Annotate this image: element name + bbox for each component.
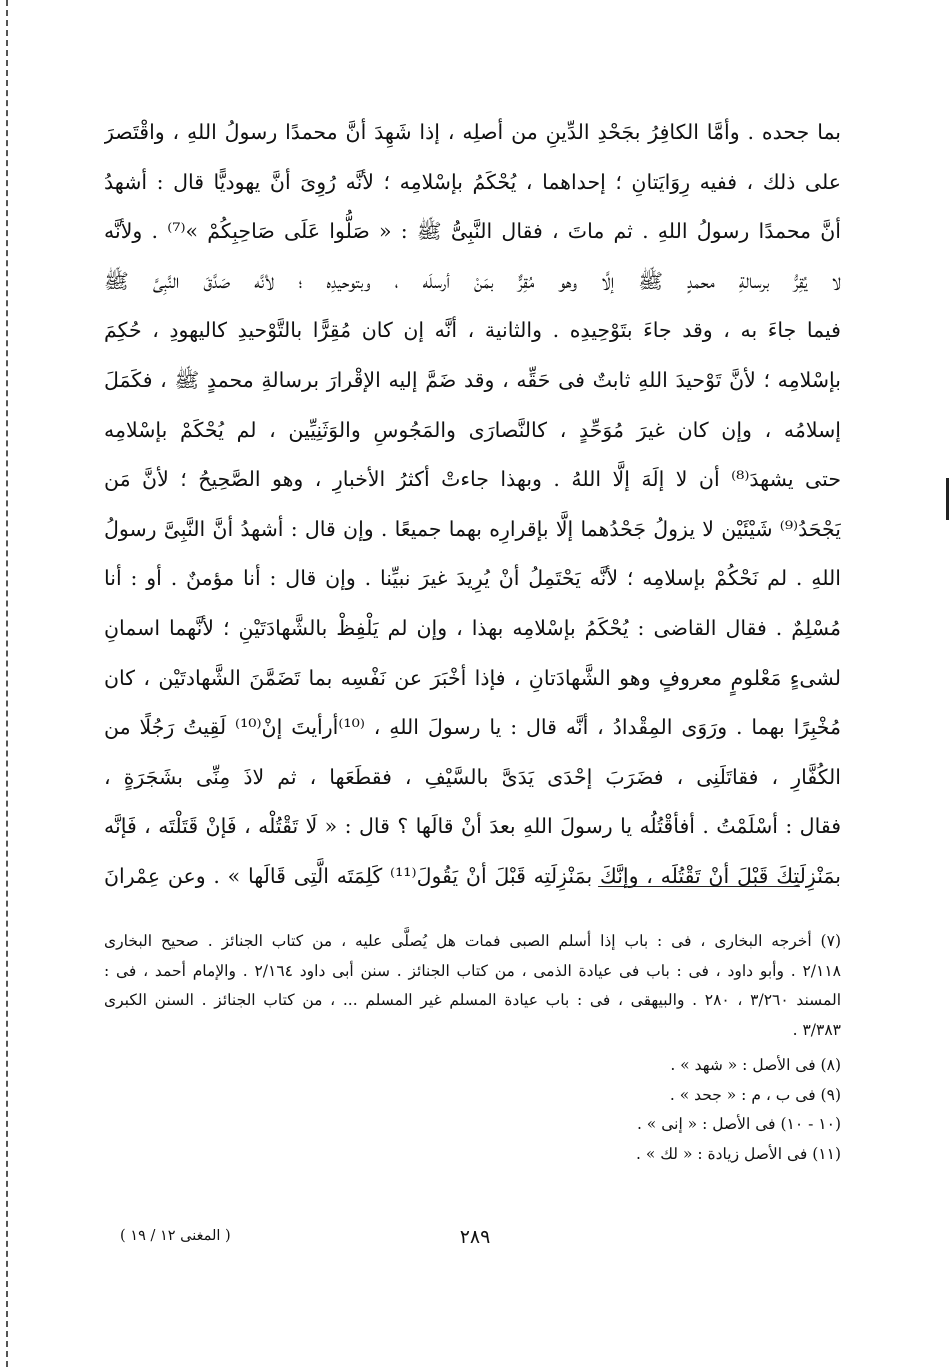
footnote-7-line: ٢/١١٨ . وأبو داود ، فى : باب فى عيادة الذمى ، من كتاب الجنائز . سنن أبى داود ٢/١٦٤ . والإمام أحمد ، فى :	[104, 961, 841, 980]
text-line: يَجْحَدُ⁽⁹⁾ شَيْئَيْن لا يزولُ جَحْدُهما إلَّا بإقرارِه بهما جميعًا . وإن قال : أشهدُ أنَّ النَّبِىَّ رسولُ	[104, 516, 841, 541]
text-line: إسلامُه ، وإن كان غيرَ مُوَحِّدٍ ، كالنَّصارَى والمَجُوسِ والوَثَنِيِّين ، لم يُحْكَمْ بإسْلامِه	[104, 417, 841, 442]
main-text	[104, 108, 841, 902]
footnote-7-line: ٣/٣٨٣ .	[792, 1020, 841, 1039]
left-margin-line	[6, 0, 8, 1367]
running-reference: ( المغنى ١٢ / ١٩ )	[120, 1228, 231, 1244]
page-number: ٢٨٩	[459, 1226, 491, 1248]
text-line: لا يُقِرُّ برسالةِ محمدٍ ﷺ إلَّا وهو مُقِرٌّ بمَنْ أرسلَه ، وبتوحيدِه ؛ لأنَّه صَدَّقَ النَّبِىَّ ﷺ	[104, 268, 841, 293]
text-line: لشىءٍ مَعْلومٍ معروفٍ وهو الشَّهادَتانِ ، فإذا أخْبَرَ عن نَفْسِه بما تَضَمَّنَ الشَّهادتَيْن ، كان	[104, 665, 841, 690]
text-line: بإسْلامِه ؛ لأنَّ تَوْحيدَ اللهِ ثابتٌ فى حَقِّه ، وقد ضَمَّ إليه الإقْرارَ برسالةِ محمدٍ ﷺ ، فكَمَلَ	[104, 367, 841, 392]
text-line: اللهِ . لم نَحْكُمْ بإسلامِه ؛ لأنَّه يَحْتَمِلُ أنْ يُرِيدَ غيرَ نبيِّنا . وإن قال : أنا مؤمنٌ . أو : أنا	[104, 566, 841, 591]
footnote-separator	[598, 886, 800, 887]
footnote-8: (٨) فى الأصل : « شهد » .	[670, 1056, 841, 1074]
text-line: فقال : أسْلَمْتُ . أفأقْتُلُه يا رسولَ اللهِ بعدَ أنْ قالَها ؟ قال : « لَا تَقْتُلْه ، فَإنْ قَتَلْتَه ، فَإنَّه	[104, 814, 841, 839]
text-line: مُسْلِمٌ . فقال القاضى : يُحْكَمُ بإسْلامِه بهذا ، وإن لم يَلْفِظْ بالشَّهادَتَيْنِ ؛ لأنَّهما اسمانِ	[104, 615, 841, 640]
footnote-9: (٩) فى ب ، م : « جحد » .	[669, 1085, 841, 1104]
text-line: حتى يشهدَ⁽⁸⁾ أن لا إلَهَ إلَّا اللهُ . وبهذا جاءتْ أكثرُ الأخبارِ ، وهو الصَّحِيحُ ؛ لأنَّ مَن	[104, 467, 841, 492]
text-line: على ذلك ، ففيه رِوَايَتانِ ؛ إحداهما ، يُحْكَمُ بإسْلامِه ؛ لأنَّه رُوِىَ أنَّ يهوديًّا قال : أشهدُ	[104, 169, 841, 194]
footnote-7-line: (٧) أخرجه البخارى ، فى : باب إذا أسلم الصبى فمات هل يُصلَّى عليه ، من كتاب الجنائز . صحيح البخارى	[104, 932, 841, 950]
text-line: فيما جاءَ به ، وقد جاءَ بتَوْحِيدِه . والثانية ، أنَّه إن كان مُقِرًّا بالتَّوْحيدِ كاليهودِ ، حُكِمَ	[104, 318, 841, 343]
text-line: بمَنْزِلَتِكَ قَبْلَ أنْ تَقْتُلَه ، وإنَّكَ بمَنْزِلَتِه قَبْلَ أنْ يَقُولَ⁽¹¹⁾ كَلِمَتَه الَّتِى قَالَها » . وعن عِمْرانَ	[104, 863, 841, 888]
footnote-7-line: المسند ٣/٢٦٠ ، ٢٨٠ . والبيهقى ، فى : باب عيادة المسلم غير المسلم ... ، من كتاب الجنائز . السنن الكبرى	[104, 991, 841, 1009]
text-line: بما جحده . وأمَّا الكافِرُ بجَحْدِ الدِّينِ من أصلِه ، إذا شَهِدَ أنَّ محمدًا رسولُ اللهِ ، واقْتَصرَ	[104, 120, 841, 144]
text-line: الكُفَّارِ ، فقاتَلَنِى ، فضَرَبَ إحْدَى يَدَىَّ بالسَّيْفِ ، فقطَعَها ، ثم لاذَ مِنِّى بشَجَرَةٍ ،	[104, 764, 841, 789]
footnote-11: (١١) فى الأصل زيادة : « لك » .	[635, 1144, 841, 1163]
footnote-10: (١٠ - ١٠) فى الأصل : « إنى » .	[636, 1115, 841, 1133]
text-line: أنَّ محمدًا رسولُ اللهِ . ثم ماتَ ، فقال النَّبِىُّ ﷺ : « صَلُّوا عَلَى صَاحِبِكُمْ »⁽⁷⁾ . ولأنَّه	[104, 219, 841, 244]
footnotes	[104, 927, 841, 1169]
text-line: مُخْبِرًا بهما . ورَوَى المِقْدادُ ، أنَّه قال : يا رسولَ اللهِ ، ⁽¹⁰⁾أرأيتَ إنْ⁽¹⁰⁾ لَقِيتُ رَجُلًا من	[104, 715, 841, 740]
